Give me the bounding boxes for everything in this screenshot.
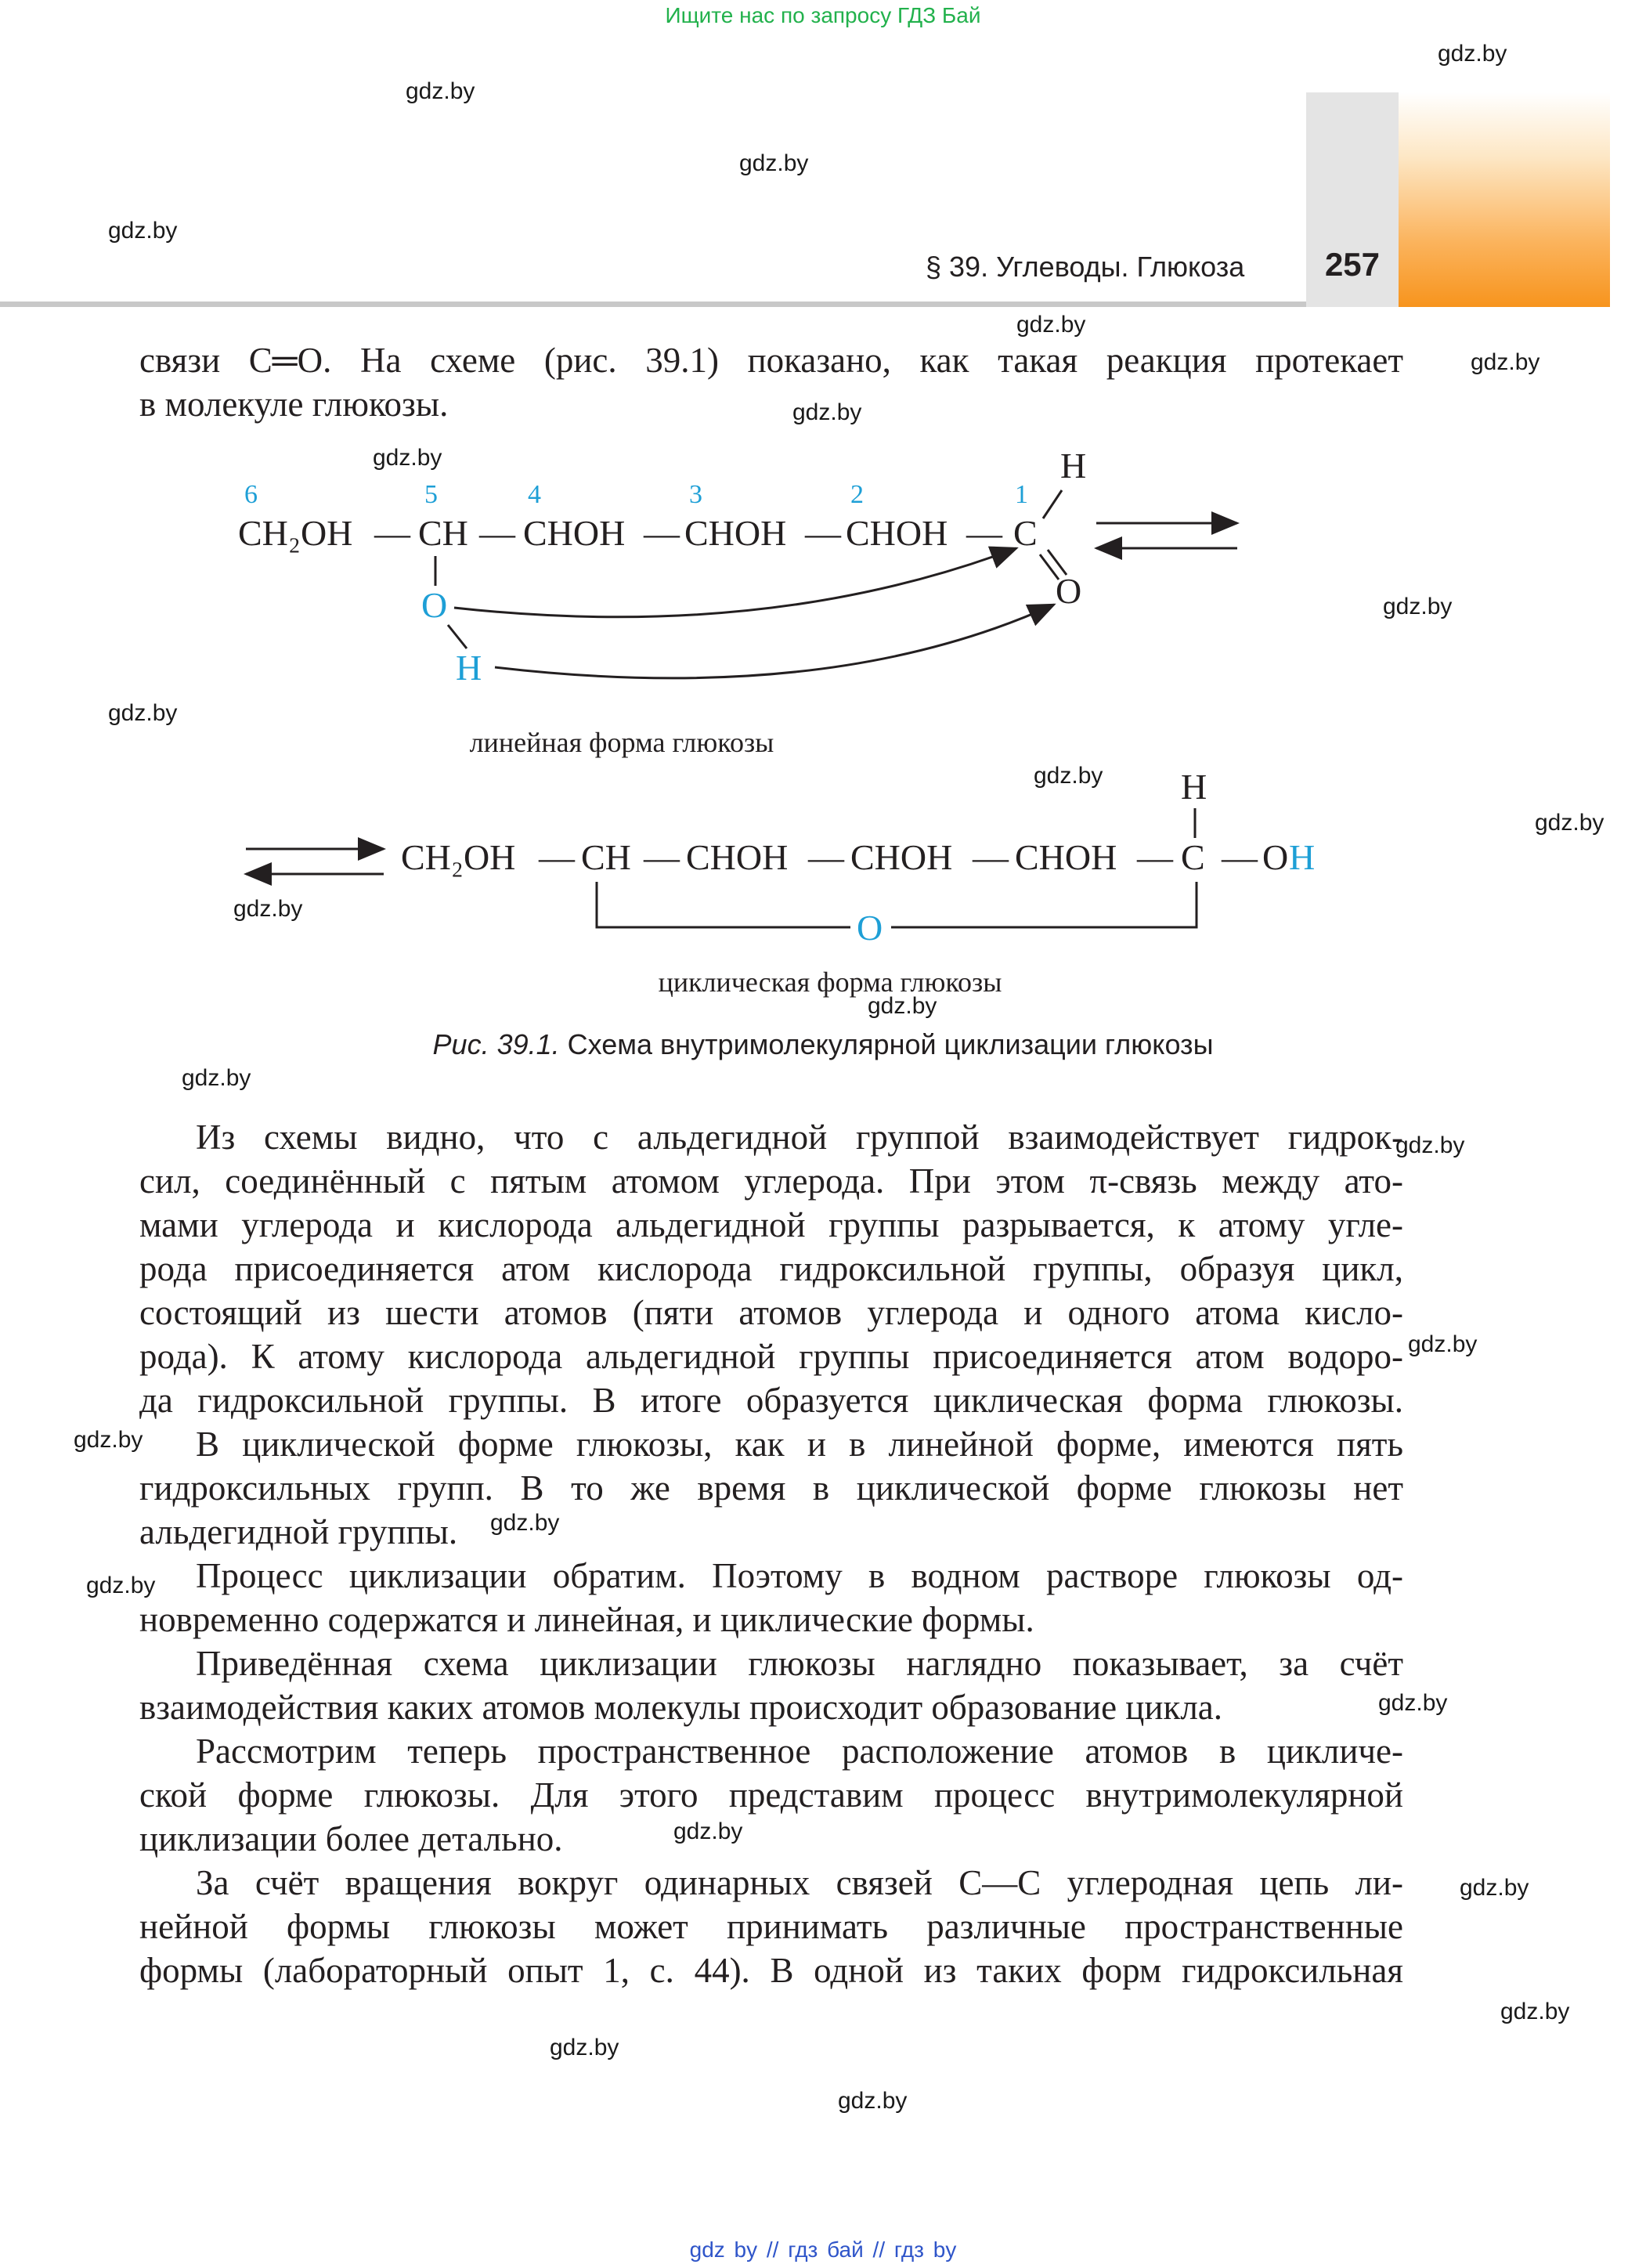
watermark: gdz.by	[739, 150, 809, 176]
ring-oxygen: O	[857, 908, 883, 948]
watermark: gdz.by	[1383, 594, 1453, 619]
text-line: ской форме глюкозы. Для этого представим процесс внутримолекулярной	[139, 1775, 1403, 1815]
cyclic-c1: C	[1181, 837, 1205, 877]
bond: —	[966, 513, 1002, 553]
ring-bond-right	[891, 882, 1197, 927]
bond: —	[539, 837, 575, 877]
bond-o-h	[448, 625, 467, 648]
cyclic-choh: CHOH	[686, 837, 789, 877]
cyclic-choh: CHOH	[850, 837, 953, 877]
text-line: да гидроксильной группы. В итоге образуется циклическая форма глюкозы.	[139, 1381, 1403, 1420]
watermark: gdz.by	[74, 1427, 143, 1453]
watermark: gdz.by	[1408, 1331, 1478, 1357]
text-line: сил, соединённый с пятым атомом углерода. При этом π-связь между ато-	[139, 1161, 1403, 1201]
carbon-number-4: 4	[528, 480, 541, 509]
watermark: gdz.by	[1500, 1999, 1570, 2024]
watermark: gdz.by	[550, 2035, 619, 2060]
cyclic-ch: CH	[581, 837, 631, 877]
carbon-number-1: 1	[1015, 480, 1028, 509]
watermark: gdz.by	[373, 445, 442, 471]
watermark: gdz.by	[108, 218, 178, 244]
text-line: мами углерода и кислорода альдегидной группы разрывается, к атому угле-	[139, 1205, 1403, 1244]
linear-o-hydroxyl: O	[421, 585, 448, 625]
watermark: gdz.by	[792, 399, 862, 425]
cyclic-oh-o: O	[1262, 837, 1289, 877]
cyclic-ch2oh: CH₂OH	[401, 837, 516, 877]
linear-choh: CHOH	[846, 513, 948, 553]
page-number: 257	[1324, 246, 1381, 283]
bond: —	[374, 513, 410, 553]
cyclic-h-top: H	[1181, 767, 1207, 807]
text-line: формы (лабораторный опыт 1, с. 44). В одной из таких форм гидроксильная	[139, 1951, 1403, 1990]
paragraph-1	[139, 1115, 1403, 1554]
watermark: gdz.by	[1395, 1132, 1465, 1158]
linear-choh: CHOH	[523, 513, 626, 553]
text-line: циклизации более детально.	[139, 1819, 563, 1858]
text-line: в молекуле глюкозы.	[139, 385, 449, 424]
figure-caption	[0, 1028, 1646, 1061]
text-line: состоящий из шести атомов (пяти атомов углерода и одного атома кисло-	[139, 1293, 1403, 1332]
watermark: gdz.by	[868, 993, 937, 1019]
ring-bond-left	[597, 882, 850, 927]
text-line: Процесс циклизации обратим. Поэтому в водном растворе глюкозы од-	[196, 1556, 1403, 1595]
paragraph-5	[139, 1861, 1403, 1992]
linear-form-label: линейная форма глюкозы	[469, 727, 774, 758]
watermark: gdz.by	[1535, 810, 1604, 836]
cyclic-oh-h: H	[1289, 837, 1316, 877]
text-line: Из схемы видно, что с альдегидной группой взаимодействует гидрок-	[196, 1118, 1403, 1157]
linear-choh: CHOH	[684, 513, 787, 553]
section-title: § 39. Углеводы. Глюкоза	[926, 251, 1245, 283]
text-line: За счёт вращения вокруг одинарных связей C—C углеродная цепь ли-	[196, 1863, 1403, 1902]
bond: —	[644, 837, 680, 877]
top-note[interactable]: Ищите нас по запросу ГДЗ Бай	[665, 3, 981, 27]
watermark: gdz.by	[673, 1818, 743, 1844]
text-line: альдегидной группы.	[139, 1512, 458, 1551]
header-rule	[0, 302, 1306, 307]
watermark: gdz.by	[1471, 349, 1540, 375]
linear-c1: C	[1013, 513, 1038, 553]
linear-o-carbonyl: O	[1056, 571, 1082, 611]
figure-number: Рис. 39.1.	[432, 1028, 560, 1060]
carbon-number-3: 3	[689, 480, 702, 509]
watermark: gdz.by	[233, 896, 303, 922]
linear-ch: CH	[418, 513, 468, 553]
watermark: gdz.by	[490, 1510, 560, 1536]
carbon-number-2: 2	[850, 480, 864, 509]
watermark: gdz.by	[1438, 41, 1507, 67]
arrow-o-to-c1	[454, 548, 1016, 617]
bond: —	[1137, 837, 1173, 877]
watermark: gdz.by	[1034, 763, 1103, 789]
bottom-note[interactable]: gdz by // гдз бай // гдз by	[689, 2237, 957, 2262]
linear-h-hydroxyl: H	[456, 648, 482, 688]
watermark: gdz.by	[86, 1573, 156, 1598]
text-line: рода). К атому кислорода альдегидной группы присоединяется атом водоро-	[139, 1337, 1403, 1376]
intro-paragraph	[139, 338, 1403, 426]
text-line: Рассмотрим теперь пространственное расположение атомов в цикличе-	[196, 1732, 1403, 1771]
bond: —	[808, 837, 844, 877]
bond: —	[644, 513, 680, 553]
watermark: gdz.by	[1378, 1690, 1448, 1716]
linear-ch2oh: CH₂OH	[238, 513, 353, 553]
text-line: новременно содержатся и линейная, и циклические формы.	[139, 1600, 1034, 1639]
paragraph-3	[139, 1641, 1403, 1729]
paragraph-4	[139, 1729, 1403, 1861]
carbon-number-6: 6	[244, 480, 258, 509]
bond: —	[805, 513, 841, 553]
watermark: gdz.by	[1016, 312, 1086, 338]
watermark: gdz.by	[838, 2088, 908, 2114]
text-line: рода присоединяется атом кислорода гидроксильной группы, образуя цикл,	[139, 1249, 1403, 1288]
text-line: Приведённая схема циклизации глюкозы наглядно показывает, за счёт	[196, 1644, 1403, 1683]
watermark: gdz.by	[1460, 1875, 1529, 1901]
bond: —	[479, 513, 515, 553]
decorative-orange-tab	[1399, 92, 1610, 307]
carbon-number-5: 5	[424, 480, 438, 509]
text-line: связи C═O. На схеме (рис. 39.1) показано, как такая реакция протекает	[139, 341, 1403, 380]
text-line: взаимодействия каких атомов молекулы происходит образование цикла.	[139, 1688, 1223, 1727]
text-line: гидроксильных групп. В то же время в циклической форме глюкозы нет	[139, 1468, 1403, 1508]
text-line: В циклической форме глюкозы, как и в линейной форме, имеются пять	[196, 1425, 1403, 1464]
watermark: gdz.by	[182, 1065, 251, 1091]
bond: —	[1222, 837, 1258, 877]
cyclic-form-label: циклическая форма глюкозы	[658, 966, 1002, 998]
watermark: gdz.by	[406, 78, 475, 104]
linear-h-top: H	[1060, 446, 1087, 486]
bond-c1-h	[1043, 490, 1062, 518]
glucose-cyclization-scheme	[0, 439, 1646, 1002]
cyclic-choh: CHOH	[1015, 837, 1117, 877]
text-line: нейной формы глюкозы может принимать различные пространственные	[139, 1907, 1403, 1946]
watermark: gdz.by	[108, 700, 178, 726]
figure-caption-text: Схема внутримолекулярной циклизации глюкозы	[559, 1028, 1214, 1060]
paragraph-2	[139, 1554, 1403, 1641]
bond: —	[973, 837, 1009, 877]
bond-c1-o-a	[1040, 554, 1059, 580]
